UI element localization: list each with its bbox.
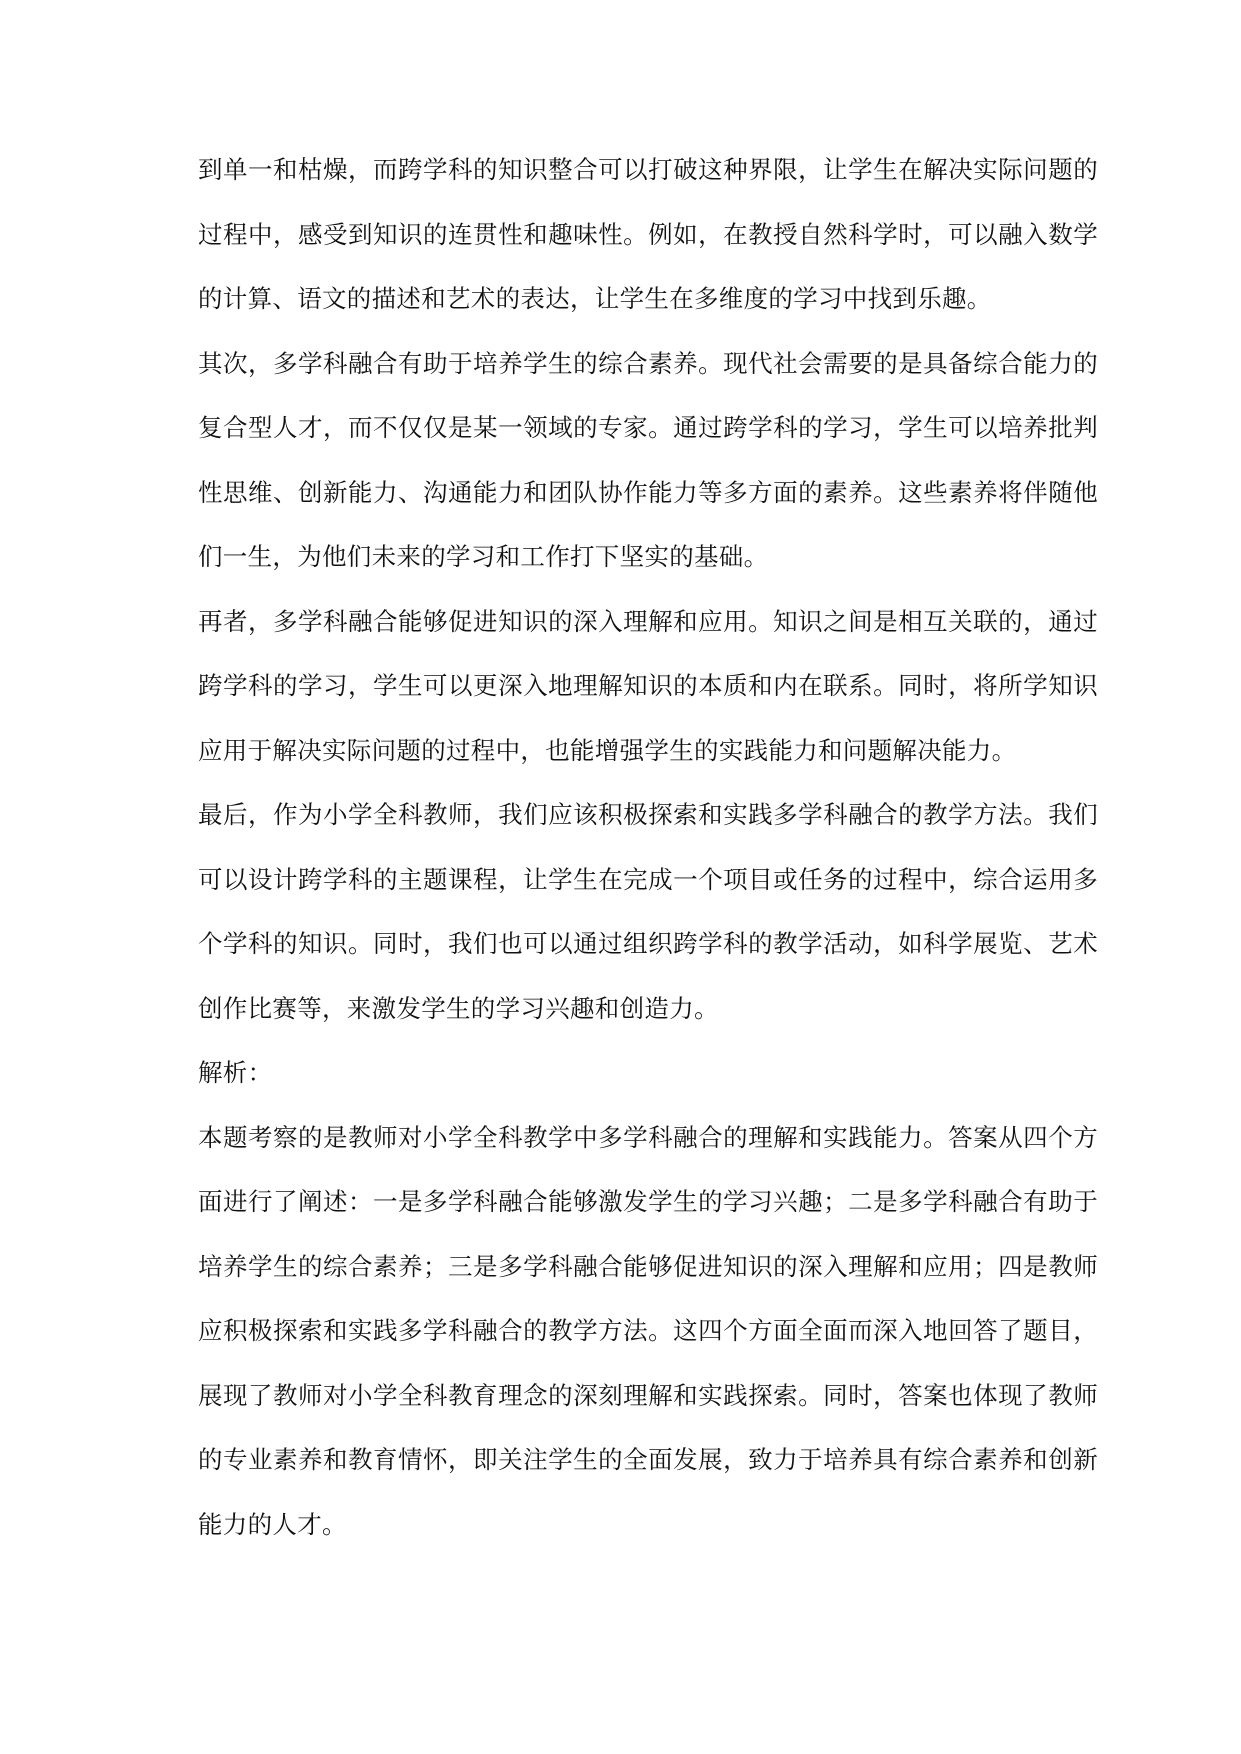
- analysis-paragraph: 本题考察的是教师对小学全科教学中多学科融合的理解和实践能力。答案从四个方面进行了阐述：一是多学科融合能够激发学生的学习兴趣；二是多学科融合有助于培养学生的综合素养；三是多学科融合能够促进知识的深入理解和应用；四是教师应积极探索和实践多学科融合的教学方法。这四个方面全面而深入地回答了题目，展现了教师对小学全科教育理念的深刻理解和实践探索。同时，答案也体现了教师的专业素养和教育情怀，即关注学生的全面发展，致力于培养具有综合素养和创新能力的人才。: [198, 1122, 1098, 1539]
- paragraph-interest: 到单一和枯燥，而跨学科的知识整合可以打破这种界限，让学生在解决实际问题的过程中，感受到知识的连贯性和趣味性。例如，在教授自然科学时，可以融入数学的计算、语文的描述和艺术的表达，让学生在多维度的学习中找到乐趣。: [198, 155, 1098, 313]
- paragraph-understanding: 再者，多学科融合能够促进知识的深入理解和应用。知识之间是相互关联的，通过跨学科的学习，学生可以更深入地理解知识的本质和内在联系。同时，将所学知识应用于解决实际问题的过程中，也能增强学生的实践能力和问题解决能力。: [198, 606, 1098, 765]
- document-body: [198, 138, 1098, 1557]
- paragraph-teaching-methods: 最后，作为小学全科教师，我们应该积极探索和实践多学科融合的教学方法。我们可以设计跨学科的主题课程，让学生在完成一个项目或任务的过程中，综合运用多个学科的知识。同时，我们也可以通过组织跨学科的教学活动，如科学展览、艺术创作比赛等，来激发学生的学习兴趣和创造力。: [198, 800, 1098, 1023]
- analysis-heading: 解析：: [198, 1058, 273, 1087]
- paragraph-literacy: 其次，多学科融合有助于培养学生的综合素养。现代社会需要的是具备综合能力的复合型人才，而不仅仅是某一领域的专家。通过跨学科的学习，学生可以培养批判性思维、创新能力、沟通能力和团队协作能力等多方面的素养。这些素养将伴随他们一生，为他们未来的学习和工作打下坚实的基础。: [198, 348, 1098, 571]
